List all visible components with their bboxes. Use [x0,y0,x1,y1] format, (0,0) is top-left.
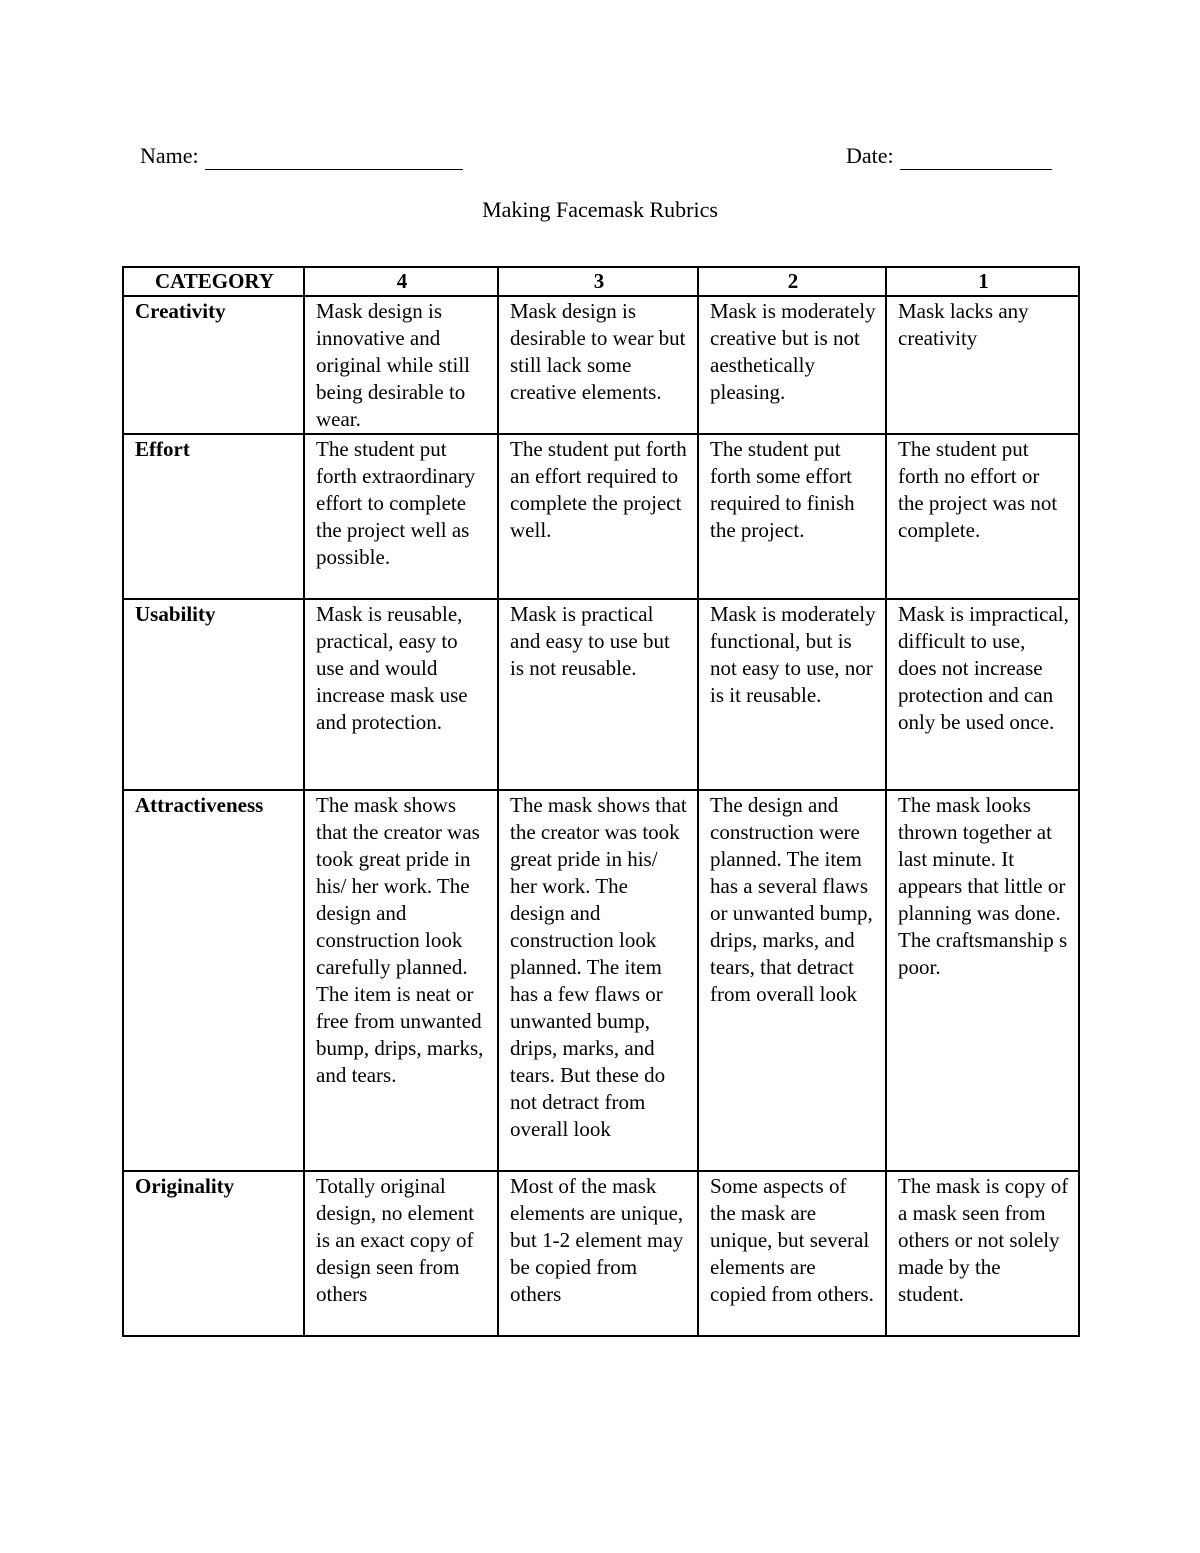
table-row-originality [123,1171,1079,1336]
criteria-cell-2: Mask is moderately creative but is not aesthetically pleasing. [698,296,886,434]
criteria-cell-3: The mask shows that the creator was took great pride in his/ her work. The design and construction look planned. The item has a few flaws or unwanted bump, drips, marks, and tears. But these do not detract from overall look [498,790,698,1171]
date-label: Date: [846,143,894,168]
name-blank-line[interactable] [205,147,463,170]
category-cell: Usability [123,599,304,790]
rubric-table [122,266,1080,1337]
criteria-cell-4: The student put forth extraordinary effort to complete the project well as possible. [304,434,498,599]
header-row [123,267,1079,296]
criteria-cell-2: The student put forth some effort required to finish the project. [698,434,886,599]
criteria-cell-3: Most of the mask elements are unique, but 1-2 element may be copied from others [498,1171,698,1336]
column-header-score-3: 3 [498,267,698,296]
criteria-cell-3: Mask is practical and easy to use but is not reusable. [498,599,698,790]
table-row-attractiveness [123,790,1079,1171]
criteria-cell-2: Mask is moderately functional, but is not easy to use, nor is it reusable. [698,599,886,790]
column-header-category: CATEGORY [123,267,304,296]
criteria-cell-1: Mask lacks any creativity [886,296,1079,434]
criteria-cell-1: The mask is copy of a mask seen from others or not solely made by the student. [886,1171,1079,1336]
column-header-score-2: 2 [698,267,886,296]
criteria-cell-2: Some aspects of the mask are unique, but several elements are copied from others. [698,1171,886,1336]
criteria-cell-3: The student put forth an effort required to complete the project well. [498,434,698,599]
category-cell: Originality [123,1171,304,1336]
table-row-usability [123,599,1079,790]
criteria-cell-4: The mask shows that the creator was took great pride in his/ her work. The design and construction look carefully planned. The item is neat or free from unwanted bump, drips, marks, and tears. [304,790,498,1171]
criteria-cell-4: Mask design is innovative and original while still being desirable to wear. [304,296,498,434]
criteria-cell-3: Mask design is desirable to wear but still lack some creative elements. [498,296,698,434]
table-row-creativity [123,296,1079,434]
date-blank-line[interactable] [900,147,1052,170]
category-cell: Creativity [123,296,304,434]
date-field[interactable] [846,142,1052,170]
column-header-score-1: 1 [886,267,1079,296]
document-title: Making Facemask Rubrics [482,197,718,222]
category-cell: Effort [123,434,304,599]
table-row-effort [123,434,1079,599]
criteria-cell-4: Mask is reusable, practical, easy to use and would increase mask use and protection. [304,599,498,790]
name-label: Name: [140,143,199,168]
criteria-cell-2: The design and construction were planned. The item has a several flaws or unwanted bump, drips, marks, and tears, that detract from overall look [698,790,886,1171]
criteria-cell-1: Mask is impractical, difficult to use, does not increase protection and can only be used once. [886,599,1079,790]
criteria-cell-1: The mask looks thrown together at last minute. It appears that little or planning was done. The craftsmanship s poor. [886,790,1079,1171]
name-field[interactable] [140,142,463,170]
column-header-score-4: 4 [304,267,498,296]
category-cell: Attractiveness [123,790,304,1171]
criteria-cell-4: Totally original design, no element is an exact copy of design seen from others [304,1171,498,1336]
criteria-cell-1: The student put forth no effort or the project was not complete. [886,434,1079,599]
